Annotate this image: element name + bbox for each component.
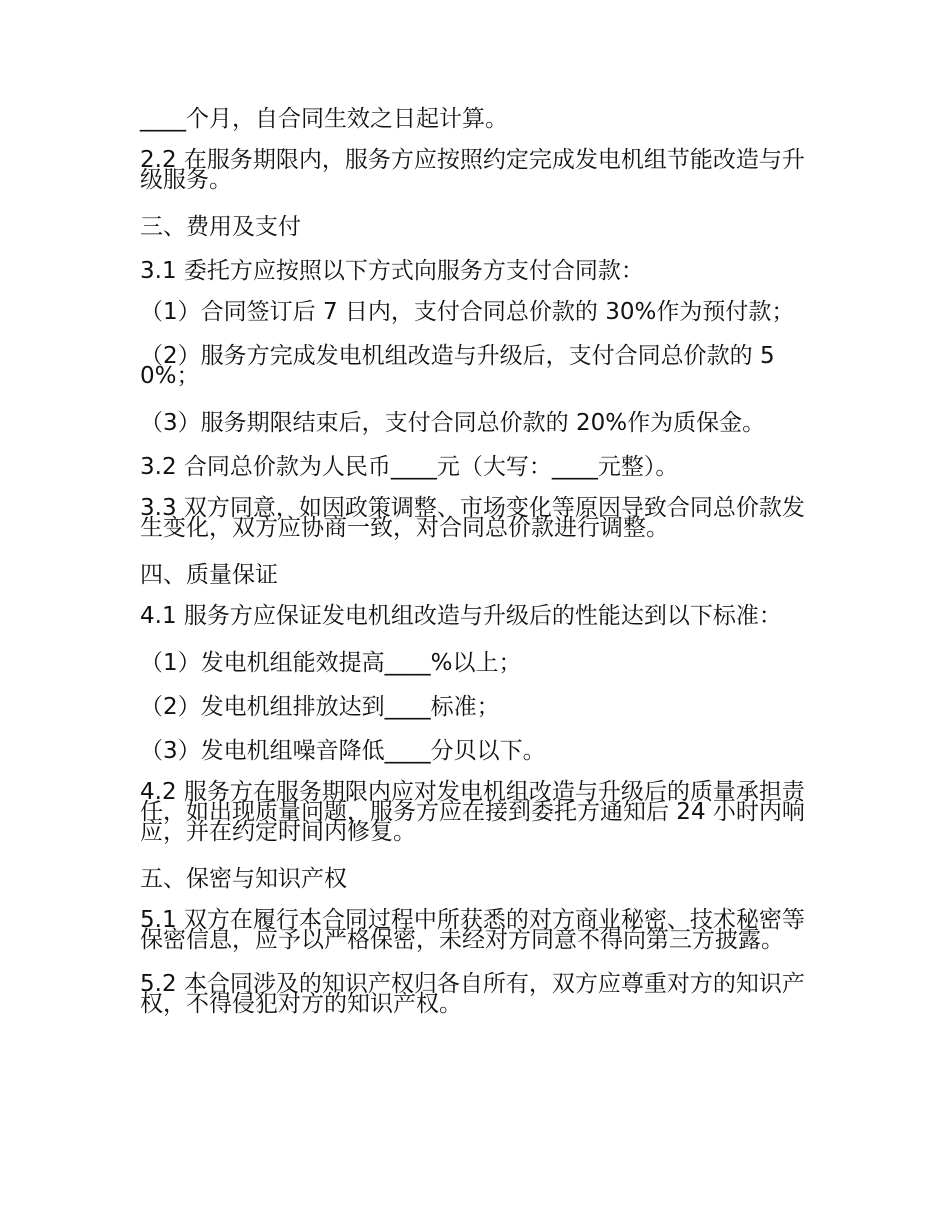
paragraph-5-1: 5.1 双方在履行本合同过程中所获悉的对方商业秘密、技术秘密等保密信息，应予以严格保密，未经对方同意不得向第三方披露。 — [140, 907, 805, 953]
heading-confidentiality-ip: 五、保密与知识产权 — [140, 866, 347, 892]
heading-fees-payment: 三、费用及支付 — [140, 214, 301, 240]
paragraph-4-1-item-1: （1）发电机组能效提高____%以上； — [140, 650, 522, 676]
document-body — [140, 106, 812, 1038]
paragraph-term-months: ____个月，自合同生效之日起计算。 — [140, 106, 508, 132]
heading-quality-assurance: 四、质量保证 — [140, 562, 278, 588]
paragraph-3-3: 3.3 双方同意，如因政策调整、市场变化等原因导致合同总价款发生变化，双方应协商一致，对合同总价款进行调整。 — [140, 495, 805, 541]
paragraph-4-2: 4.2 服务方在服务期限内应对发电机组改造与升级后的质量承担责任，如出现质量问题，服务方应在接到委托方通知后 24 小时内响应，并在约定时间内修复。 — [140, 779, 805, 845]
paragraph-5-2: 5.2 本合同涉及的知识产权归各自所有，双方应尊重对方的知识产权，不得侵犯对方的知识产权。 — [140, 971, 805, 1017]
paragraph-3-1-item-3: （3）服务期限结束后，支付合同总价款的 20%作为质保金。 — [140, 410, 766, 436]
paragraph-3-2: 3.2 合同总价款为人民币____元（大写：____元整）。 — [140, 454, 679, 480]
paragraph-4-1-item-2: （2）发电机组排放达到____标准； — [140, 694, 500, 720]
paragraph-3-1: 3.1 委托方应按照以下方式向服务方支付合同款： — [140, 258, 644, 284]
paragraph-2-2: 2.2 在服务期限内，服务方应按照约定完成发电机组节能改造与升级服务。 — [140, 147, 805, 193]
paragraph-4-1-item-3: （3）发电机组噪音降低____分贝以下。 — [140, 738, 546, 764]
paragraph-3-1-item-1: （1）合同签订后 7 日内，支付合同总价款的 30%作为预付款； — [140, 299, 795, 325]
paragraph-4-1: 4.1 服务方应保证发电机组改造与升级后的性能达到以下标准： — [140, 603, 782, 629]
paragraph-3-1-item-2: （2）服务方完成发电机组改造与升级后，支付合同总价款的 50%； — [140, 343, 775, 389]
